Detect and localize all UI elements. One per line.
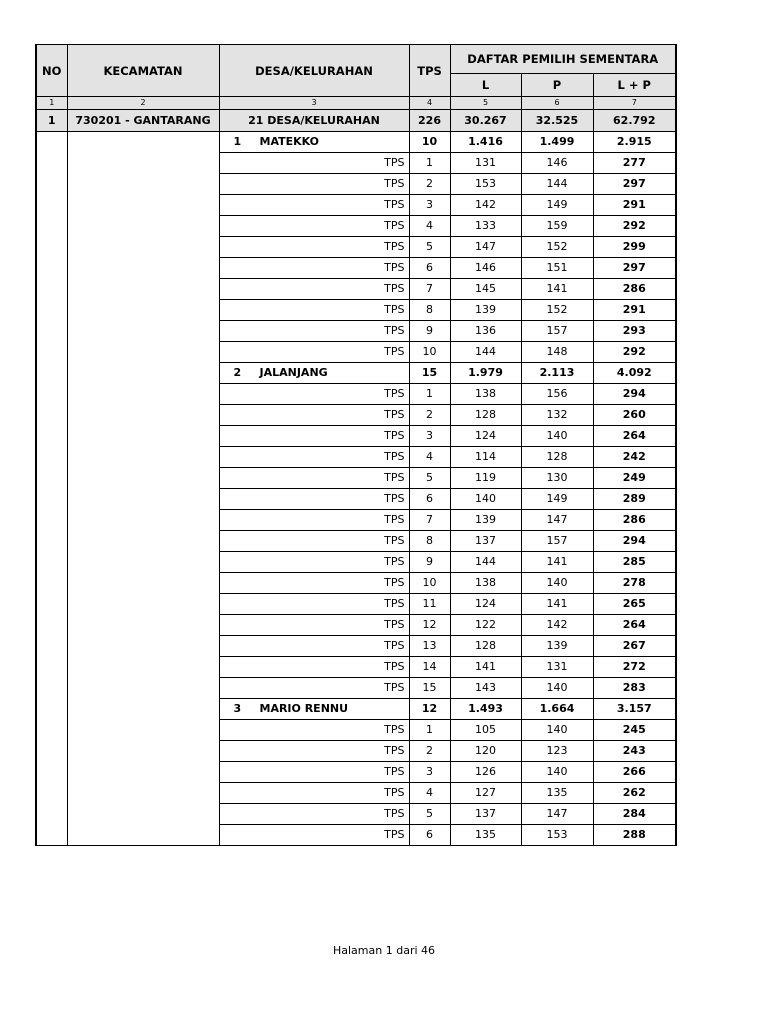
tps-p-count: 152 — [521, 237, 593, 258]
tps-l-count: 139 — [450, 510, 521, 531]
header-l: L — [450, 74, 521, 97]
voter-list-table — [35, 44, 677, 846]
tps-p-count: 147 — [521, 804, 593, 825]
page-footer — [0, 944, 768, 957]
tps-l-count: 138 — [450, 573, 521, 594]
tps-lp-count: 288 — [593, 825, 676, 846]
tps-number: 2 — [409, 174, 450, 195]
tps-lp-count: 266 — [593, 762, 676, 783]
tps-l-count: 124 — [450, 426, 521, 447]
tps-number: 3 — [409, 762, 450, 783]
tps-label: TPS — [219, 321, 409, 342]
tps-label: TPS — [219, 426, 409, 447]
tps-number: 10 — [409, 342, 450, 363]
tps-number: 8 — [409, 531, 450, 552]
tps-l-count: 141 — [450, 657, 521, 678]
tps-p-count: 135 — [521, 783, 593, 804]
tps-number: 5 — [409, 468, 450, 489]
tps-p-count: 140 — [521, 678, 593, 699]
tps-lp-count: 286 — [593, 279, 676, 300]
tps-p-count: 132 — [521, 405, 593, 426]
tps-p-count: 140 — [521, 762, 593, 783]
summary-lp: 62.792 — [593, 110, 676, 132]
tps-l-count: 128 — [450, 405, 521, 426]
tps-lp-count: 267 — [593, 636, 676, 657]
village-p-total: 2.113 — [521, 363, 593, 384]
tps-number: 7 — [409, 279, 450, 300]
tps-number: 6 — [409, 489, 450, 510]
summary-no: 1 — [36, 110, 67, 132]
village-l-total: 1.416 — [450, 132, 521, 153]
tps-lp-count: 249 — [593, 468, 676, 489]
tps-p-count: 152 — [521, 300, 593, 321]
tps-lp-count: 299 — [593, 237, 676, 258]
tps-l-count: 127 — [450, 783, 521, 804]
tps-lp-count: 289 — [593, 489, 676, 510]
tps-lp-count: 291 — [593, 300, 676, 321]
tps-p-count: 146 — [521, 153, 593, 174]
village-tps-count: 10 — [409, 132, 450, 153]
tps-number: 2 — [409, 405, 450, 426]
village-name-cell — [219, 363, 409, 384]
tps-l-count: 146 — [450, 258, 521, 279]
tps-p-count: 131 — [521, 657, 593, 678]
tps-number: 8 — [409, 300, 450, 321]
header-group: DAFTAR PEMILIH SEMENTARA — [450, 45, 676, 74]
footer-total-pages: 46 — [421, 944, 436, 957]
tps-label: TPS — [219, 489, 409, 510]
tps-l-count: 114 — [450, 447, 521, 468]
tps-p-count: 151 — [521, 258, 593, 279]
tps-label: TPS — [219, 762, 409, 783]
tps-l-count: 143 — [450, 678, 521, 699]
tps-p-count: 148 — [521, 342, 593, 363]
tps-number: 3 — [409, 195, 450, 216]
tps-lp-count: 294 — [593, 384, 676, 405]
tps-p-count: 159 — [521, 216, 593, 237]
tps-number: 4 — [409, 783, 450, 804]
tps-l-count: 142 — [450, 195, 521, 216]
column-number: 2 — [67, 97, 219, 110]
tps-l-count: 153 — [450, 174, 521, 195]
tps-number: 3 — [409, 426, 450, 447]
tps-lp-count: 278 — [593, 573, 676, 594]
tps-label: TPS — [219, 510, 409, 531]
tps-lp-count: 292 — [593, 216, 676, 237]
tps-label: TPS — [219, 720, 409, 741]
tps-lp-count: 262 — [593, 783, 676, 804]
tps-p-count: 149 — [521, 489, 593, 510]
tps-p-count: 141 — [521, 594, 593, 615]
tps-number: 11 — [409, 594, 450, 615]
summary-p: 32.525 — [521, 110, 593, 132]
tps-p-count: 141 — [521, 279, 593, 300]
tps-lp-count: 245 — [593, 720, 676, 741]
tps-p-count: 147 — [521, 510, 593, 531]
village-number: 2 — [233, 366, 242, 379]
tps-p-count: 156 — [521, 384, 593, 405]
tps-number: 5 — [409, 237, 450, 258]
column-number: 6 — [521, 97, 593, 110]
tps-lp-count: 265 — [593, 594, 676, 615]
tps-label: TPS — [219, 531, 409, 552]
tps-l-count: 136 — [450, 321, 521, 342]
tps-lp-count: 297 — [593, 174, 676, 195]
tps-number: 1 — [409, 153, 450, 174]
village-p-total: 1.499 — [521, 132, 593, 153]
header-tps: TPS — [409, 45, 450, 97]
tps-l-count: 135 — [450, 825, 521, 846]
tps-l-count: 137 — [450, 531, 521, 552]
tps-p-count: 141 — [521, 552, 593, 573]
kecamatan-column-spacer — [67, 132, 219, 846]
tps-number: 6 — [409, 825, 450, 846]
tps-p-count: 149 — [521, 195, 593, 216]
tps-number: 4 — [409, 216, 450, 237]
tps-l-count: 147 — [450, 237, 521, 258]
footer-of: dari — [396, 944, 418, 957]
tps-label: TPS — [219, 237, 409, 258]
column-number: 4 — [409, 97, 450, 110]
tps-number: 1 — [409, 384, 450, 405]
tps-label: TPS — [219, 174, 409, 195]
tps-l-count: 122 — [450, 615, 521, 636]
header-kecamatan: KECAMATAN — [67, 45, 219, 97]
header-desa: DESA/KELURAHAN — [219, 45, 409, 97]
village-name: MARIO RENNU — [259, 702, 349, 715]
tps-p-count: 140 — [521, 426, 593, 447]
tps-p-count: 123 — [521, 741, 593, 762]
header-no: NO — [36, 45, 67, 97]
tps-lp-count: 264 — [593, 426, 676, 447]
tps-lp-count: 277 — [593, 153, 676, 174]
tps-l-count: 140 — [450, 489, 521, 510]
tps-p-count: 142 — [521, 615, 593, 636]
column-number: 7 — [593, 97, 676, 110]
footer-prefix: Halaman — [332, 944, 383, 957]
tps-l-count: 144 — [450, 342, 521, 363]
tps-label: TPS — [219, 657, 409, 678]
tps-p-count: 140 — [521, 573, 593, 594]
tps-lp-count: 264 — [593, 615, 676, 636]
tps-label: TPS — [219, 279, 409, 300]
village-name-cell — [219, 699, 409, 720]
tps-label: TPS — [219, 216, 409, 237]
tps-number: 1 — [409, 720, 450, 741]
tps-p-count: 140 — [521, 720, 593, 741]
tps-l-count: 126 — [450, 762, 521, 783]
tps-number: 12 — [409, 615, 450, 636]
tps-label: TPS — [219, 468, 409, 489]
column-number: 1 — [36, 97, 67, 110]
tps-l-count: 137 — [450, 804, 521, 825]
tps-p-count: 157 — [521, 321, 593, 342]
tps-number: 9 — [409, 321, 450, 342]
tps-lp-count: 293 — [593, 321, 676, 342]
village-p-total: 1.664 — [521, 699, 593, 720]
village-l-total: 1.979 — [450, 363, 521, 384]
village-l-total: 1.493 — [450, 699, 521, 720]
village-lp-total: 2.915 — [593, 132, 676, 153]
no-column-spacer — [36, 132, 67, 846]
district-summary-row — [36, 110, 676, 132]
footer-page-number: 1 — [385, 944, 393, 957]
tps-l-count: 133 — [450, 216, 521, 237]
tps-l-count: 105 — [450, 720, 521, 741]
tps-p-count: 130 — [521, 468, 593, 489]
tps-l-count: 139 — [450, 300, 521, 321]
tps-number: 10 — [409, 573, 450, 594]
village-tps-count: 15 — [409, 363, 450, 384]
tps-l-count: 124 — [450, 594, 521, 615]
tps-number: 2 — [409, 741, 450, 762]
tps-label: TPS — [219, 153, 409, 174]
tps-label: TPS — [219, 195, 409, 216]
tps-lp-count: 286 — [593, 510, 676, 531]
tps-number: 6 — [409, 258, 450, 279]
village-number: 1 — [233, 135, 242, 148]
tps-l-count: 120 — [450, 741, 521, 762]
tps-p-count: 153 — [521, 825, 593, 846]
tps-p-count: 157 — [521, 531, 593, 552]
tps-label: TPS — [219, 300, 409, 321]
tps-label: TPS — [219, 825, 409, 846]
tps-label: TPS — [219, 615, 409, 636]
tps-l-count: 138 — [450, 384, 521, 405]
column-number: 3 — [219, 97, 409, 110]
tps-lp-count: 283 — [593, 678, 676, 699]
tps-number: 4 — [409, 447, 450, 468]
tps-lp-count: 292 — [593, 342, 676, 363]
tps-l-count: 144 — [450, 552, 521, 573]
tps-l-count: 145 — [450, 279, 521, 300]
tps-label: TPS — [219, 678, 409, 699]
header-lp: L + P — [593, 74, 676, 97]
tps-p-count: 128 — [521, 447, 593, 468]
tps-p-count: 139 — [521, 636, 593, 657]
tps-lp-count: 284 — [593, 804, 676, 825]
village-number: 3 — [233, 702, 242, 715]
tps-p-count: 144 — [521, 174, 593, 195]
tps-label: TPS — [219, 573, 409, 594]
tps-lp-count: 285 — [593, 552, 676, 573]
summary-tps: 226 — [409, 110, 450, 132]
column-number: 5 — [450, 97, 521, 110]
tps-label: TPS — [219, 741, 409, 762]
tps-number: 9 — [409, 552, 450, 573]
tps-label: TPS — [219, 384, 409, 405]
tps-label: TPS — [219, 447, 409, 468]
tps-lp-count: 297 — [593, 258, 676, 279]
village-name: MATEKKO — [259, 135, 320, 148]
column-number-row — [36, 97, 676, 110]
tps-label: TPS — [219, 552, 409, 573]
tps-label: TPS — [219, 342, 409, 363]
summary-desa: 21 DESA/KELURAHAN — [219, 110, 409, 132]
tps-lp-count: 272 — [593, 657, 676, 678]
tps-label: TPS — [219, 594, 409, 615]
tps-label: TPS — [219, 783, 409, 804]
header-p: P — [521, 74, 593, 97]
tps-label: TPS — [219, 258, 409, 279]
tps-l-count: 128 — [450, 636, 521, 657]
tps-lp-count: 243 — [593, 741, 676, 762]
tps-number: 15 — [409, 678, 450, 699]
tps-lp-count: 260 — [593, 405, 676, 426]
village-name: JALANJANG — [259, 366, 328, 379]
village-lp-total: 4.092 — [593, 363, 676, 384]
village-lp-total: 3.157 — [593, 699, 676, 720]
tps-l-count: 131 — [450, 153, 521, 174]
summary-kecamatan: 730201 - GANTARANG — [67, 110, 219, 132]
village-tps-count: 12 — [409, 699, 450, 720]
tps-number: 5 — [409, 804, 450, 825]
tps-label: TPS — [219, 636, 409, 657]
tps-l-count: 119 — [450, 468, 521, 489]
village-name-cell — [219, 132, 409, 153]
summary-l: 30.267 — [450, 110, 521, 132]
tps-label: TPS — [219, 804, 409, 825]
tps-number: 13 — [409, 636, 450, 657]
tps-label: TPS — [219, 405, 409, 426]
tps-number: 14 — [409, 657, 450, 678]
tps-lp-count: 291 — [593, 195, 676, 216]
tps-lp-count: 242 — [593, 447, 676, 468]
village-row — [36, 132, 676, 153]
tps-number: 7 — [409, 510, 450, 531]
tps-lp-count: 294 — [593, 531, 676, 552]
